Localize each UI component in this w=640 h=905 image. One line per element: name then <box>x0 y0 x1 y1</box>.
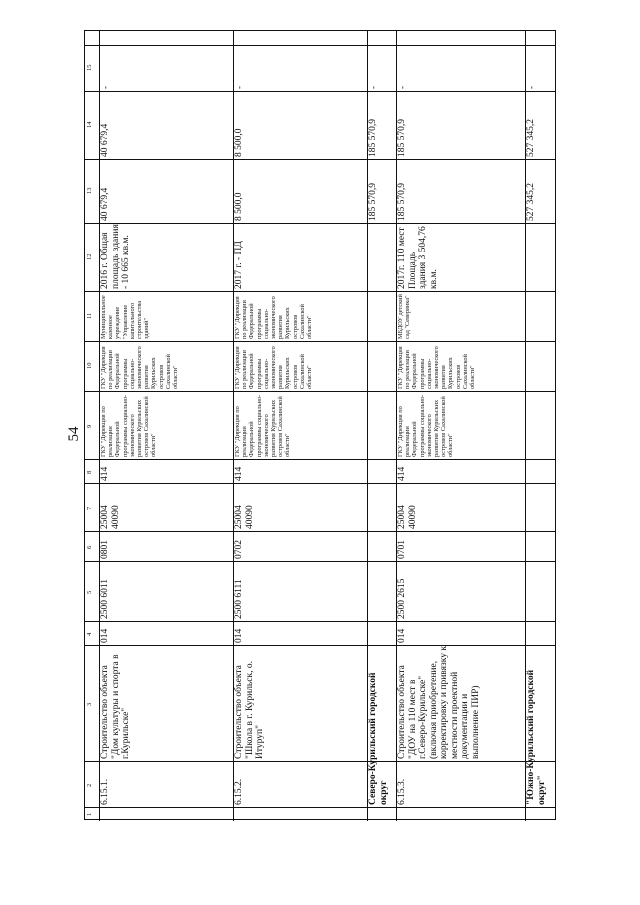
column-header-9: 9 <box>86 424 93 428</box>
code-target-2: 25004 40090 <box>234 505 255 529</box>
code-section-2: 0702 <box>234 540 244 559</box>
code-program-4: 2500 2615 <box>397 578 407 619</box>
column-header-14: 14 <box>86 121 93 128</box>
code-expense-4: 414 <box>397 466 407 481</box>
customer-1: ГКУ "Дирекция по реализации Федеральной программы социально-экономического развития Курильских островов Сахалинской области" <box>100 394 158 457</box>
column-header-8: 8 <box>86 470 93 474</box>
capacity-2: 2017 г. - ПД <box>234 241 244 289</box>
amount-federal-1: 40 679,4 <box>100 123 110 157</box>
code-ministry-2: 014 <box>234 628 244 643</box>
code-program-2: 2500 6111 <box>234 579 244 619</box>
column-header-3: 3 <box>86 702 93 706</box>
recipient-1: Муниципальное казенное учреждение "Управление капитального строительства зданий" <box>100 295 151 339</box>
amount-total-4: 185 570,9 <box>397 183 407 221</box>
recipient-4: МБДОУ детский сад "Северянка" <box>397 294 412 339</box>
customer-2: ГКУ "Дирекция по реализации Федеральной программы социально-экономического развития Курильских островов Сахалинской области" <box>234 394 292 457</box>
code-target-4: 25004 40090 <box>397 505 418 529</box>
amount-other-4: - <box>397 86 407 89</box>
code-ministry-1: 014 <box>100 628 110 643</box>
amount-total-1: 40 679,4 <box>100 187 110 221</box>
amount-total-5: 527 345,2 <box>526 183 536 221</box>
customer-4: ГКУ "Дирекция по реализации Федеральной программы социально-экономического развития Курильских островов Сахалинской области" <box>397 394 455 457</box>
page-number: 54 <box>66 426 82 442</box>
amount-other-3: - <box>368 86 378 89</box>
amount-other-5: - <box>526 86 536 89</box>
subtotal-label-5: "Южно-Курильский городской округ" <box>526 669 547 805</box>
column-header-11: 11 <box>86 312 93 319</box>
code-ministry-4: 014 <box>397 628 407 643</box>
amount-federal-4: 185 570,9 <box>397 119 407 157</box>
row-number-4: 6.15.3. <box>397 778 407 805</box>
row-number-1: 6.15.1. <box>100 778 110 805</box>
code-expense-2: 414 <box>234 466 244 481</box>
amount-federal-3: 185 570,9 <box>368 119 378 157</box>
column-header-1: 1 <box>86 812 93 816</box>
column-header-15: 15 <box>86 64 93 71</box>
amount-federal-2: 8 500,0 <box>234 128 244 157</box>
amount-federal-5: 527 345,2 <box>526 119 536 157</box>
column-header-4: 4 <box>86 632 93 636</box>
column-header-10: 10 <box>86 362 93 369</box>
developer-4: ГКУ "Дирекция по реализации Федеральной программы социально-экономического развития Курильских островов Сахалинской области" <box>397 346 477 389</box>
column-header-6: 6 <box>86 545 93 549</box>
amount-other-2: - <box>234 86 244 89</box>
column-header-2: 2 <box>86 783 93 787</box>
developer-2: ГКУ "Дирекция по реализации Федеральной программы социально-экономического развития Курильских островов Сахалинской области" <box>234 346 314 389</box>
developer-1: ГКУ "Дирекция по реализации Федеральной программы социально-экономического развития Курильских островов Сахалинской области" <box>100 346 180 389</box>
amount-total-3: 185 570,9 <box>368 183 378 221</box>
subtotal-label-3: Северо-Курильский городской округ <box>368 672 389 805</box>
amount-other-1: - <box>100 86 110 89</box>
column-header-13: 13 <box>86 187 93 194</box>
column-header-7: 7 <box>86 506 93 510</box>
code-section-4: 0701 <box>397 540 407 559</box>
object-name-2: Строительство объекта "Школа в г. Курильск, о. Итуруп" <box>234 661 265 759</box>
column-header-5: 5 <box>86 590 93 594</box>
capacity-1: 2016 г. Общая площадь здания - 10 665 кв.м. <box>100 224 131 289</box>
object-name-4: Строительство объекта "ДОУ на 110 мест в г.Северо-Курильске" (включая приобретение, корректировку и привязку к местности проектной документации и выполнение ПИР) <box>397 646 481 759</box>
amount-total-2: 8 500,0 <box>234 192 244 221</box>
code-program-1: 2500 6011 <box>100 578 110 619</box>
recipient-2: ГКУ "Дирекция по реализации Федеральной программы социально-экономического развития Курильских островов Сахалинской области" <box>234 296 314 339</box>
code-section-1: 0801 <box>100 540 110 559</box>
column-header-12: 12 <box>86 253 93 260</box>
code-target-1: 25004 40090 <box>100 505 121 529</box>
object-name-1: Строительство объекта "Дом культуры и спорта в г.Курильске" <box>100 654 131 759</box>
capacity-4: 2017г. 110 мест Площадь здания 3 504,76 кв.м. <box>397 226 439 289</box>
code-expense-1: 414 <box>100 466 110 481</box>
row-number-2: 6.15.2. <box>234 778 244 805</box>
